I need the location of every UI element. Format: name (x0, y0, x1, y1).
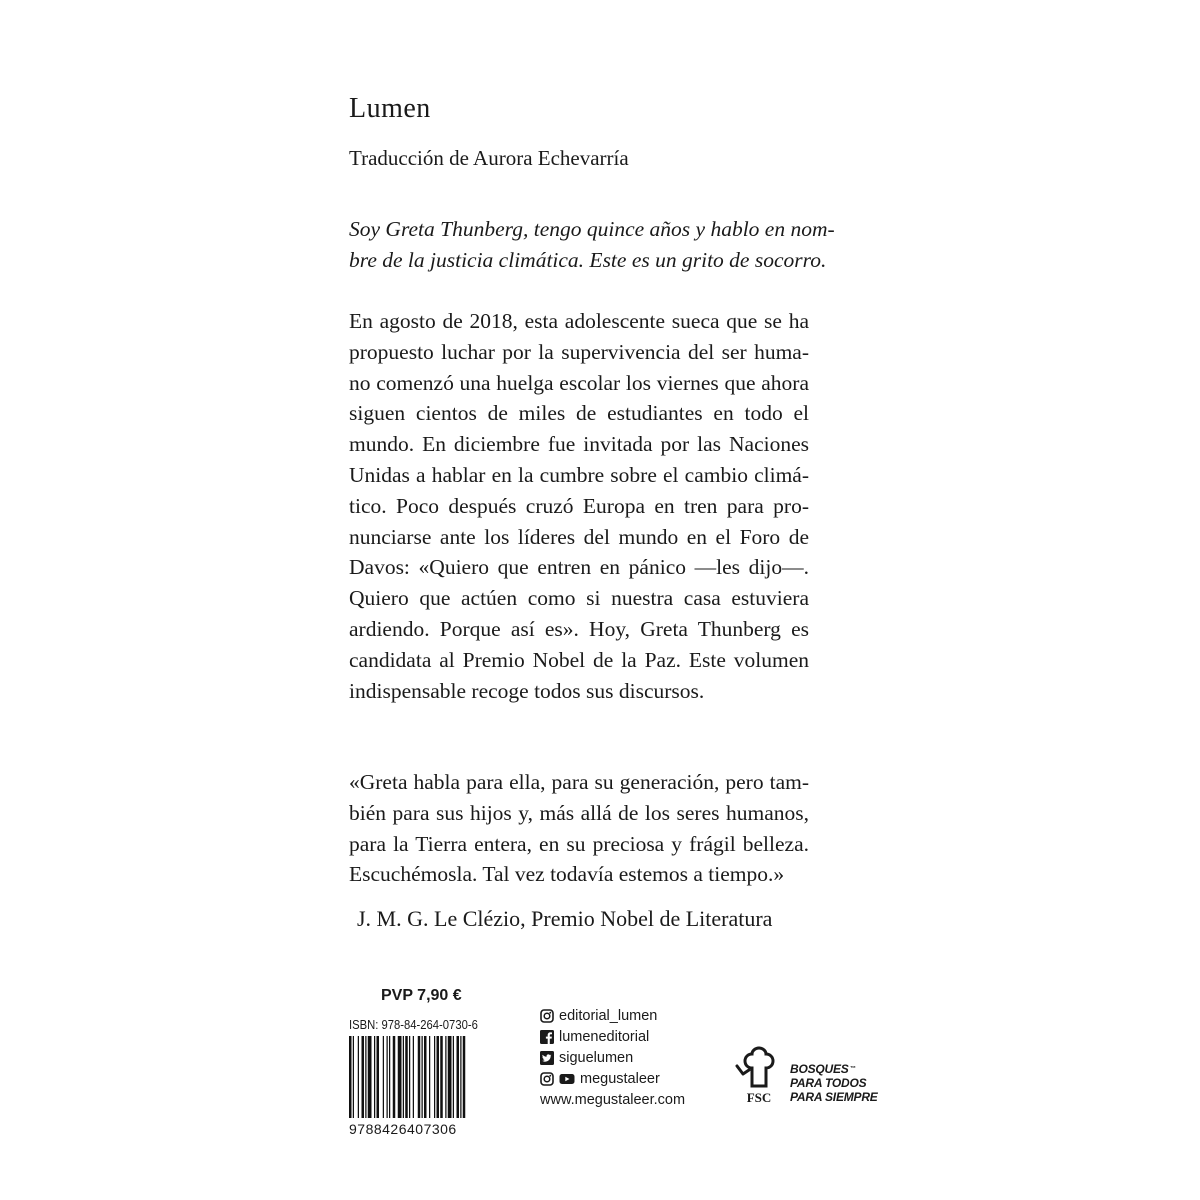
barcode-bar (377, 1036, 380, 1118)
quote-attribution: J. M. G. Le Clézio, Premio Nobel de Literatura (357, 906, 773, 931)
fsc-line-1: BOSQUES (790, 1062, 849, 1076)
quote-line: «Greta habla para ella, para su generación, pero tam- (349, 770, 809, 794)
barcode-bar (374, 1036, 375, 1118)
barcode-bar (437, 1036, 440, 1118)
intro-line: bre de la justicia climática. Este es un grito de socorro. (349, 247, 827, 272)
facebook-row[interactable] (540, 1026, 685, 1047)
fsc-line-2: PARA TODOS (790, 1076, 867, 1090)
fsc-slogan (790, 1062, 878, 1104)
publisher-name: Lumen (349, 93, 431, 124)
intro-line: Soy Greta Thunberg, tengo quince años y hablo en nom- (349, 217, 835, 241)
fsc-label: FSC (746, 1090, 772, 1104)
barcode-bar (403, 1036, 404, 1118)
synopsis-line: propuesto luchar por la supervivencia del ser huma- (349, 339, 809, 364)
barcode-bar (362, 1036, 365, 1118)
barcode-digits: 9788426407306 (349, 1121, 457, 1137)
barcode-bar (440, 1036, 443, 1118)
barcode-bar (405, 1036, 408, 1118)
synopsis-paragraph (349, 306, 809, 706)
barcode-bar (418, 1036, 421, 1118)
synopsis-line: indispensable recoge todos sus discursos. (349, 678, 705, 703)
quote-line: para la Tierra entera, en su preciosa y frágil belleza. (349, 831, 809, 856)
fsc-trademark: ™ (849, 1066, 856, 1072)
barcode-bar (453, 1036, 454, 1118)
barcode-bar (422, 1036, 423, 1118)
synopsis-line: Davos: «Quiero que entren en pánico —les dijo—. (349, 555, 809, 580)
synopsis-line: nunciarse ante los líderes del mundo en el Foro de (349, 524, 809, 549)
website-row[interactable] (540, 1089, 685, 1110)
barcode-bar (457, 1036, 460, 1118)
barcode-bar (424, 1036, 427, 1118)
twitter-icon (540, 1051, 554, 1065)
barcode-bar (434, 1036, 435, 1118)
barcode-bar (387, 1036, 388, 1118)
instagram-row[interactable] (540, 1005, 685, 1026)
megustaleer-row[interactable] (540, 1068, 685, 1089)
synopsis-line: candidata al Premio Nobel de la Paz. Este volumen (349, 647, 809, 672)
youtube-icon (559, 1072, 575, 1086)
social-links (540, 1005, 685, 1110)
twitter-row[interactable] (540, 1047, 685, 1068)
facebook-icon (540, 1030, 554, 1044)
twitter-handle: siguelumen (559, 1049, 634, 1066)
isbn-label: ISBN: 978-84-264-0730-6 (349, 1018, 478, 1032)
barcode-bar (398, 1036, 402, 1118)
barcode (349, 1036, 501, 1118)
translator-credit: Traducción de Aurora Echevarría (349, 146, 629, 170)
synopsis-line: Quiero que actúen como si nuestra casa estuviera (349, 586, 809, 611)
barcode-bar (445, 1036, 446, 1118)
barcode-bar (460, 1036, 461, 1118)
fsc-tree-logo-icon (735, 1040, 785, 1104)
synopsis-line: En agosto de 2018, esta adolescente sueca que se ha (349, 309, 809, 333)
synopsis-line: no comenzó una huelga escolar los viernes que ahora (349, 370, 809, 395)
barcode-bar (389, 1036, 390, 1118)
barcode-bar (358, 1036, 359, 1118)
website-link[interactable]: www.megustaleer.com (540, 1091, 686, 1108)
synopsis-line: tico. Poco después cruzó Europa en tren para pro- (349, 493, 809, 518)
facebook-handle: lumeneditorial (559, 1028, 650, 1045)
barcode-bar (409, 1036, 410, 1118)
synopsis-line: siguen cientos de miles de estudiantes en todo el (349, 401, 809, 426)
barcode-bar (393, 1036, 396, 1118)
quote-line: bién para sus hijos y, más allá de los seres humanos, (349, 800, 809, 825)
fsc-line-3: PARA SIEMPRE (790, 1090, 878, 1104)
quote-line: Escuchémosla. Tal vez todavía estemos a tiempo.» (349, 862, 785, 887)
synopsis-line: Unidas a hablar en la cumbre sobre el cambio climá- (349, 462, 809, 487)
barcode-bar (368, 1036, 372, 1118)
instagram-icon (540, 1072, 554, 1086)
synopsis-line: mundo. En diciembre fue invitada por las Naciones (349, 432, 809, 457)
barcode-bar (365, 1036, 366, 1118)
barcode-bar (349, 1036, 352, 1118)
megustaleer-handle: megustaleer (580, 1070, 660, 1087)
synopsis-line: ardiendo. Porque así es». Hoy, Greta Thunberg es (349, 616, 809, 641)
price-label: PVP 7,90 € (381, 987, 462, 1004)
barcode-bar (463, 1036, 466, 1118)
barcode-bar (413, 1036, 414, 1118)
instagram-handle: editorial_lumen (559, 1007, 658, 1024)
review-quote (349, 767, 809, 890)
intro-paragraph (349, 214, 835, 276)
barcode-bar (383, 1036, 384, 1118)
barcode-bar (353, 1036, 354, 1118)
barcode-bar (429, 1036, 430, 1118)
instagram-icon (540, 1009, 554, 1023)
barcode-bar (448, 1036, 452, 1118)
